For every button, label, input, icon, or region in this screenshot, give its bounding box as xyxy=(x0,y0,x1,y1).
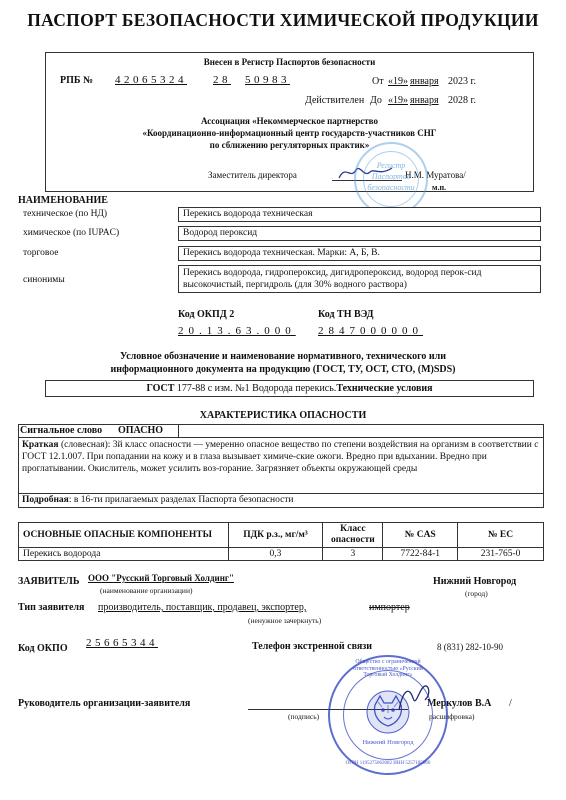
col-header-class: Класс опасности xyxy=(323,523,383,548)
rpb-label: РПБ № xyxy=(60,75,94,86)
decode-note: расшифровка) xyxy=(429,712,475,721)
signal-word-label: Сигнальное слово xyxy=(20,425,103,436)
okpd-value: 20.13.63.000 xyxy=(178,325,296,337)
tnved-value: 2847000000 xyxy=(318,325,423,337)
association-line2: «Координационно-информационный центр государств-участников СНГ xyxy=(142,128,437,138)
cell-component: Перекись водорода xyxy=(19,548,229,561)
company-stamp-city: Нижний Новгород xyxy=(362,739,414,746)
naming-label-technical: техническое (по НД) xyxy=(23,209,108,219)
registry-stamp-line2: Паспортов xyxy=(371,172,411,181)
cell-cas: 7722-84-1 xyxy=(383,548,458,561)
deputy-name: Н.М. Муратова/ xyxy=(405,170,466,180)
applicant-city-note: (город) xyxy=(465,589,488,598)
head-slash: / xyxy=(509,698,512,709)
naming-value-synonyms: Перекись водорода, гидропероксид, дигидропероксид, водород перок-сид высокочистый, пергидроль (для 30% водного раствора) xyxy=(178,265,541,293)
normdoc-heading-line1: Условное обозначение и наименование нормативного, технического или xyxy=(119,351,446,362)
gost-end: Технические условия xyxy=(336,383,433,394)
naming-label-synonyms: синонимы xyxy=(23,275,65,285)
naming-value-trade: Перекись водорода техническая. Марки: А, Б, В. xyxy=(178,246,541,261)
cell-class: 3 xyxy=(323,548,383,561)
signature-note: (подпись) xyxy=(288,712,320,721)
applicant-type-label: Тип заявителя xyxy=(18,602,85,613)
col-header-pdk: ПДК р.з., мг/м³ xyxy=(228,523,323,548)
rpb-part3: 50983 xyxy=(245,74,290,86)
rpb-part1: 42065324 xyxy=(115,74,187,86)
document-title: ПАСПОРТ БЕЗОПАСНОСТИ ХИМИЧЕСКОЙ ПРОДУКЦИИ xyxy=(27,10,539,30)
hazard-header: ХАРАКТЕРИСТИКА ОПАСНОСТИ xyxy=(199,410,367,421)
registry-entered: Внесен в Регистр Паспортов безопасности xyxy=(203,57,376,67)
head-label: Руководитель организации-заявителя xyxy=(18,698,191,709)
registry-until-month: января xyxy=(410,95,439,106)
gost-text: 177-88 с изм. №1 Водорода перекись. xyxy=(176,383,337,394)
cell-ec: 231-765-0 xyxy=(458,548,544,561)
applicant-type-note: (ненужное зачеркнуть) xyxy=(248,616,322,625)
registry-stamp-line3: безопасности xyxy=(367,183,415,192)
col-header-components: ОСНОВНЫЕ ОПАСНЫЕ КОМПОНЕНТЫ xyxy=(19,523,229,548)
okpd-label: Код ОКПД 2 xyxy=(178,309,235,320)
rpb-part2: 28 xyxy=(213,74,231,86)
col-header-cas: № CAS xyxy=(383,523,458,548)
applicant-type-struck: импортер xyxy=(369,602,410,613)
naming-header: НАИМЕНОВАНИЕ xyxy=(18,195,108,206)
components-table xyxy=(18,522,544,561)
registry-from-year: 2023 г. xyxy=(448,76,476,87)
registry-stamp xyxy=(354,142,428,216)
association-line1: Ассоциация «Некоммерческое партнерство xyxy=(201,116,378,126)
col-header-ec: № ЕС xyxy=(458,523,544,548)
head-signature xyxy=(395,680,435,716)
applicant-name-note: (наименование организации) xyxy=(100,586,193,595)
phone-label: Телефон экстренной связи xyxy=(252,641,373,652)
phone-value: 8 (831) 282-10-90 xyxy=(437,642,503,652)
registry-from-day: «19» xyxy=(388,76,408,87)
registry-valid-label: Действителен xyxy=(305,95,365,106)
applicant-label: ЗАЯВИТЕЛЬ xyxy=(18,576,80,587)
table-row xyxy=(19,548,544,561)
hazard-detail-text: : в 16-ти прилагаемых разделах Паспорта безопасности xyxy=(68,495,294,505)
registry-from-month: января xyxy=(410,76,439,87)
normdoc-heading-line2: информационного документа на продукцию (ГОСТ, ТУ, ОСТ, СТО, (М)SDS) xyxy=(110,364,456,375)
deputy-label: Заместитель директора xyxy=(208,170,297,180)
registry-until-year: 2028 г. xyxy=(448,95,476,106)
naming-value-technical: Перекись водорода техническая xyxy=(178,207,541,222)
hazard-brief-label: Краткая xyxy=(22,440,59,450)
gost-box xyxy=(45,380,534,397)
hazard-brief xyxy=(22,439,540,476)
registry-until-label: До xyxy=(370,95,382,106)
hazard-brief-text: (словесная): 3й класс опасности — умеренно опасное вещество по степени воздействия на организм в соответствии с ГОСТ 12.1.007. При попадании на кожу и в глаза вызывает химиче-ские ожоги. Вредно при вдыхании. Вредно при проглатывании. Окислитель, может усилить воз-горание. Загрязняет объекты окружающей среды xyxy=(22,440,539,475)
okpo-value: 25665344 xyxy=(86,637,158,649)
hazard-detail xyxy=(22,495,294,505)
applicant-type-value: производитель, поставщик, продавец, экспортер, xyxy=(98,602,307,613)
signal-word-value: ОПАСНО xyxy=(118,425,164,436)
association-line3: по сближению регуляторных практик» xyxy=(209,140,370,150)
gost-label: ГОСТ xyxy=(146,383,175,394)
applicant-name: ООО "Русский Торговый Холдинг" xyxy=(88,573,234,583)
hazard-detail-label: Подробная xyxy=(22,495,69,505)
applicant-city: Нижний Новгород xyxy=(433,576,517,587)
company-stamp-ring-text: Общество с ограниченной ответственностью «Русский Торговый Холдинг» xyxy=(353,659,423,678)
company-stamp-ogrn: ОГРН 1195275063082 ИНН 5257185860 xyxy=(345,761,431,766)
naming-value-chemical: Водород пероксид xyxy=(178,226,541,241)
registry-until-day: «19» xyxy=(388,95,408,106)
naming-label-chemical: химическое (по IUPAC) xyxy=(23,228,120,238)
okpo-label: Код ОКПО xyxy=(18,643,68,654)
naming-label-trade: торговое xyxy=(23,248,59,258)
cell-pdk: 0,3 xyxy=(228,548,323,561)
registry-stamp-line1: Регистр xyxy=(376,161,406,170)
tnved-label: Код ТН ВЭД xyxy=(318,309,374,320)
head-name: Меркулов В.А xyxy=(427,698,492,709)
registry-from-label: От xyxy=(372,76,384,87)
mp-label: м.п. xyxy=(432,183,447,192)
